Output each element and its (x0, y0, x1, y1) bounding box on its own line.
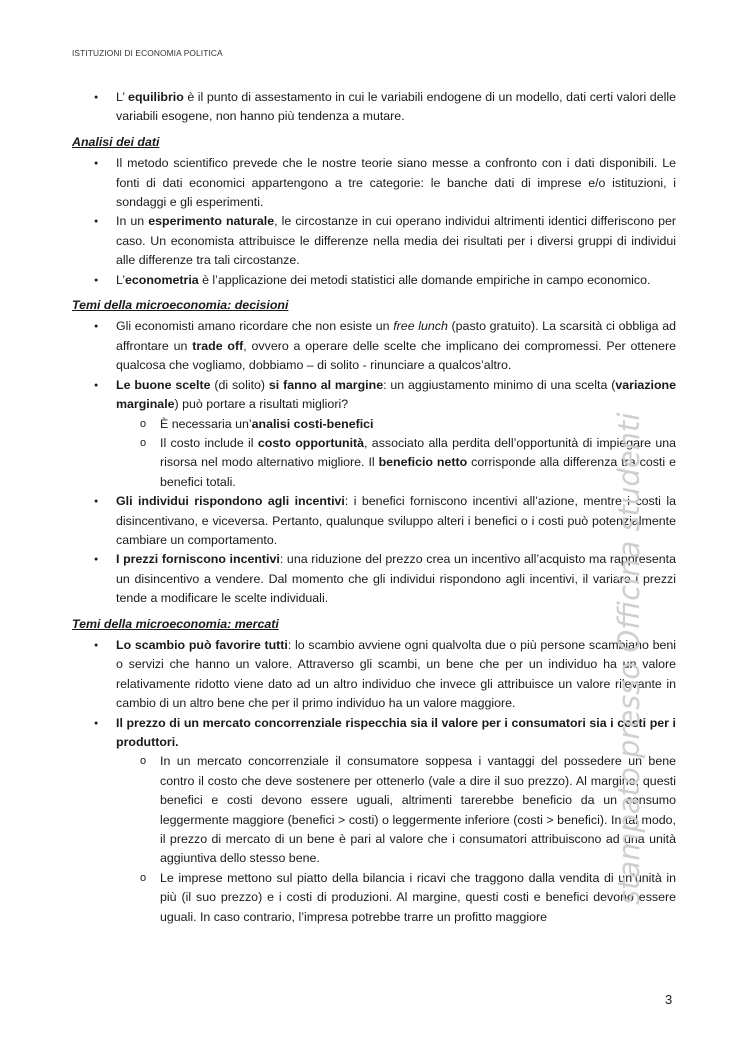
list-item (72, 376, 676, 492)
text: In un (116, 214, 149, 229)
list-item (72, 714, 676, 927)
text: , associato alla perdita dell’opportunità di impiegare una risorsa nel modo alternativo migliore. Il (160, 435, 676, 470)
list-item (72, 636, 676, 714)
watermark: stampato presso Officina studenti (612, 412, 646, 905)
list-item (72, 88, 676, 127)
sub-list-item (116, 415, 676, 434)
text: (di solito) (210, 377, 269, 392)
section-list (72, 154, 676, 290)
text: È necessaria un’ (160, 416, 252, 431)
bold-term: Le buone scelte (116, 377, 211, 392)
text: : un aggiustamento minimo di una scelta ( (383, 377, 616, 392)
text: è il punto di assestamento in cui le variabili endogene di un modello, dati certi valori delle variabili esogene, non hanno più tendenza a mutare. (116, 90, 676, 124)
bold-term: Gli individui rispondono agli incentivi (116, 494, 345, 509)
running-header: ISTITUZIONI DI ECONOMIA POLITICA (72, 48, 223, 58)
text: corrisponde alla differenza tra costi e benefici totali. (160, 455, 676, 489)
list-item (72, 492, 676, 550)
section-title: Temi della microeconomia: decisioni (72, 298, 289, 313)
sub-list-item: o In un mercato concorrenziale il consumatore soppesa i vantaggi del possedere un bene contro il costo che deve sostenere per ottenerlo (vale a dire il suo prezzo). Al margine, questi benefici e costi devono essere uguali, altrimenti tarerebbe beneficio da un consumo leggermente maggiore (benefici > costi) o leggermente inferiore (costi > benefici). In tal modo, il prezzo di mercato di un bene è pari al valore che i consumatori attribuiscono ad una unità aggiuntiva dello stesso bene. (116, 752, 676, 868)
sub-list-item (116, 434, 676, 492)
text: ) può portare a risultati migliori? (174, 397, 349, 412)
list-item (72, 550, 676, 608)
text: , le circostanze in cui operano individui altrimenti identici differiscono per caso. Un economista attribuisce le differenze nella media dei risultati per i diversi gruppi di individui alle differenze tra tali circostanze. (116, 214, 676, 268)
text: è l’applicazione dei metodi statistici alle domande empiriche in campo economico. (198, 272, 651, 287)
section-list (72, 636, 676, 927)
bold-term: Lo scambio può favorire tutti (116, 637, 288, 652)
text: Il costo include il (160, 435, 258, 450)
bold-term: beneficio netto (378, 455, 468, 470)
sub-list (116, 415, 676, 493)
bold-term: si fanno al margine (268, 377, 384, 392)
section-title: Temi della microeconomia: mercati (72, 616, 279, 631)
intro-list (72, 88, 676, 127)
text: : una riduzione del prezzo crea un incentivo all’acquisto ma rappresenta un disincentivo a vendere. Dal momento che gli individui rispondono agli incentivi, il variare i prezzi tende a modificare le scelte individuali. (116, 552, 676, 606)
text: , ovvero a operare delle scelte che implicano dei compromessi. Per ottenere qualcosa che vogliamo, dobbiamo – di solito - rinunciare a qualcos’altro. (116, 338, 676, 373)
text: : lo scambio avviene ogni qualvolta due o più persone scambiano beni o servizi che hanno un valore. Attraverso gli scambi, un bene che per un individuo ha un valore relativamente ridotto viene dato ad un altro individuo che invece gli attribuisce un valore rilevante in cambio di un altro bene che per il primo individuo ha un valore maggiore. (116, 637, 676, 711)
text: Gli economisti amano ricordare che non esiste un (116, 319, 394, 334)
bold-term: econometria (124, 272, 199, 287)
text: : i benefici forniscono incentivi all’azione, mentre i costi la disincentivano, e viceversa. Pertanto, qualunque sviluppo alteri i benefici o i costi può potenzialmente cambiare un comportamento. (116, 494, 676, 547)
page-number: 3 (665, 992, 673, 1007)
bold-term: trade off (192, 338, 244, 353)
bold-term: variazione marginale (116, 377, 676, 412)
bold-term: equilibrio (128, 90, 184, 104)
italic-term: free lunch (393, 319, 448, 334)
bold-term: costo opportunità (257, 435, 365, 450)
list-item (72, 317, 676, 375)
sub-list (116, 752, 676, 927)
section-title: Analisi dei dati (72, 134, 160, 149)
page-content (72, 88, 676, 927)
text: L’ (116, 90, 129, 104)
text: L’ (116, 272, 125, 287)
list-item: ● Il metodo scientifico prevede che le nostre teorie siano messe a confronto con i dati disponibili. Le fonti di dati economici appartengono a tre categorie: le banche dati di imprese e/o istituzioni, i sondaggi e gli esperimenti. (72, 154, 676, 212)
list-item (72, 271, 676, 290)
bold-term: analisi costi-benefici (251, 416, 374, 431)
sub-list-item: o Le imprese mettono sul piatto della bilancia i ricavi che traggono dalla vendita di un’unità in più (il suo prezzo) e i costi di produzioni. Al margine, questi costi e benefici devono essere uguali. In caso contrario, l’impresa potrebbe trarre un profitto maggiore (116, 869, 676, 927)
bold-term: esperimento naturale (148, 214, 275, 229)
bold-term: I prezzi forniscono incentivi (116, 552, 280, 567)
bold-term: Il prezzo di un mercato concorrenziale rispecchia sia il valore per i consumatori sia i costi per i produttori. (116, 715, 676, 749)
text: (pasto gratuito). La scarsità ci obbliga ad affrontare un (116, 319, 676, 353)
section-list (72, 317, 676, 608)
list-item (72, 212, 676, 270)
